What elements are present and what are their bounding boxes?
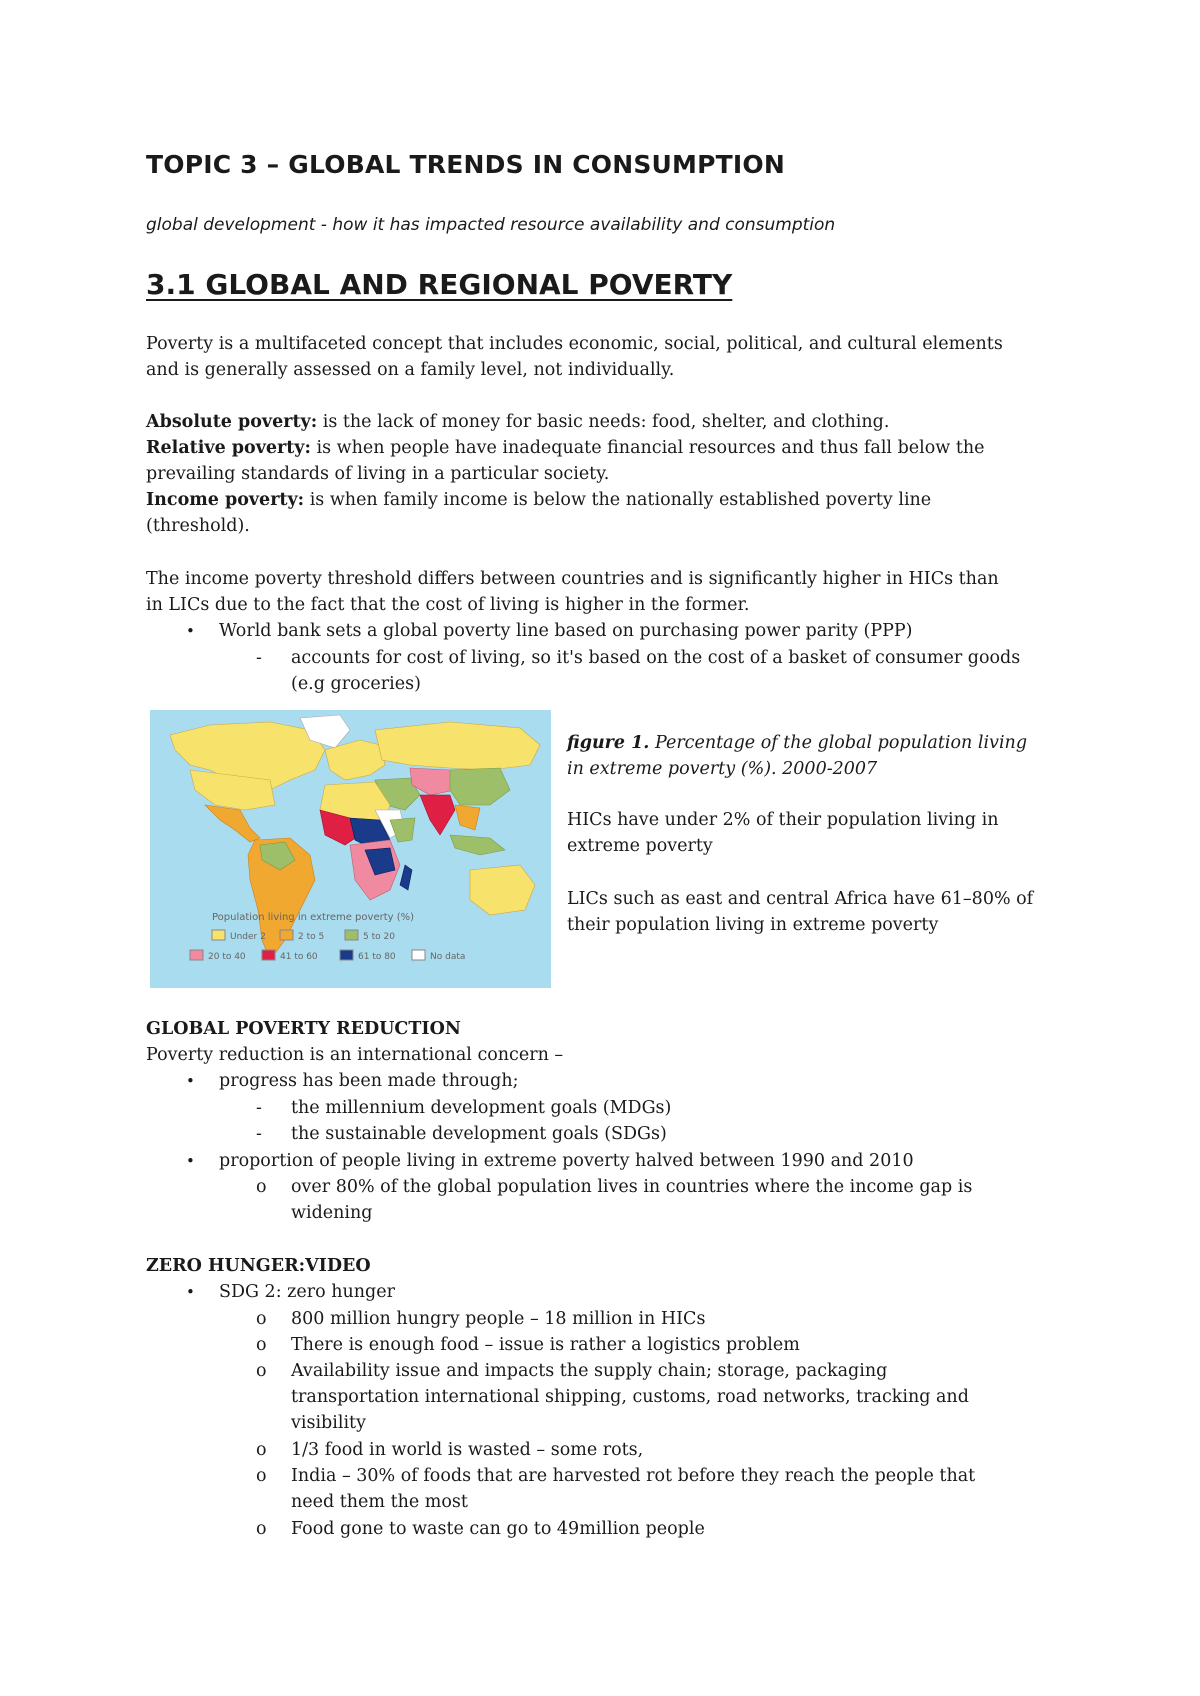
legend-no-data: No data <box>430 952 466 962</box>
income-poverty-term: Income poverty: <box>146 490 305 510</box>
zero-hunger-item: Food gone to waste can go to 49million people <box>291 1519 705 1539</box>
zero-hunger-item-cont: visibility <box>291 1413 366 1433</box>
global-reduction-heading: GLOBAL POVERTY REDUCTION <box>146 1019 461 1039</box>
global-reduction-sub-1: the millennium development goals (MDGs) <box>291 1098 672 1118</box>
figure-note-2-line-2: their population living in extreme poverty <box>567 915 939 935</box>
relative-poverty-term: Relative poverty: <box>146 438 311 458</box>
income-poverty-definition <box>146 487 931 514</box>
relative-poverty-text: is when people have inadequate financial resources and thus fall below the <box>310 438 985 458</box>
threshold-bullet-1: World bank sets a global poverty line based on purchasing power parity (PPP) <box>219 621 913 641</box>
intro-line-2: and is generally assessed on a family level, not individually. <box>146 360 675 380</box>
figure-note-1-line-1: HICs have under 2% of their population living in <box>567 810 999 830</box>
threshold-sub-1-cont: (e.g groceries) <box>291 674 421 694</box>
zero-hunger-item: India – 30% of foods that are harvested rot before they reach the people that <box>291 1466 976 1486</box>
map-legend-title: Population living in extreme poverty (%) <box>212 912 415 923</box>
relative-poverty-text-2: prevailing standards of living in a particular society. <box>146 464 610 484</box>
global-reduction-sub-2: the sustainable development goals (SDGs) <box>291 1124 667 1144</box>
section-heading: 3.1 GLOBAL AND REGIONAL POVERTY <box>146 268 733 301</box>
dash-marker: - <box>256 1124 262 1144</box>
circle-marker: o <box>256 1361 267 1381</box>
legend-5-to-20: 5 to 20 <box>363 932 395 942</box>
zero-hunger-item-cont: transportation international shipping, customs, road networks, tracking and <box>291 1387 969 1407</box>
figure-caption-text: Percentage of the global population living <box>649 733 1028 753</box>
dash-marker: - <box>256 1098 262 1118</box>
global-reduction-sub-3: over 80% of the global population lives in countries where the income gap is <box>291 1177 973 1197</box>
legend-20-to-40: 20 to 40 <box>208 952 246 962</box>
zero-hunger-item: 800 million hungry people – 18 million in HICs <box>291 1309 706 1329</box>
global-reduction-bullet-1: progress has been made through; <box>219 1071 519 1091</box>
legend-2-to-5: 2 to 5 <box>298 932 325 942</box>
circle-marker: o <box>256 1309 267 1329</box>
page-subtitle: global development - how it has impacted resource availability and consumption <box>146 215 836 235</box>
circle-marker: o <box>256 1177 267 1197</box>
circle-marker: o <box>256 1440 267 1460</box>
zero-hunger-heading: ZERO HUNGER:VIDEO <box>146 1256 371 1276</box>
figure-caption-line-1 <box>567 730 1027 756</box>
page-title: TOPIC 3 – GLOBAL TRENDS IN CONSUMPTION <box>146 150 785 179</box>
income-poverty-text-2: (threshold). <box>146 516 250 536</box>
circle-marker: o <box>256 1519 267 1539</box>
global-reduction-sub-3-cont: widening <box>291 1203 373 1223</box>
relative-poverty-definition <box>146 435 984 462</box>
threshold-line-2: in LICs due to the fact that the cost of living is higher in the former. <box>146 595 750 615</box>
zero-hunger-item: Availability issue and impacts the supply chain; storage, packaging <box>291 1361 888 1381</box>
figure-caption-line-2: in extreme poverty (%). 2000-2007 <box>567 759 878 779</box>
absolute-poverty-term: Absolute poverty: <box>146 412 318 432</box>
global-reduction-bullet-2: proportion of people living in extreme poverty halved between 1990 and 2010 <box>219 1151 914 1171</box>
legend-under-2: Under 2 <box>230 932 266 942</box>
circle-marker: o <box>256 1335 267 1355</box>
zero-hunger-item: There is enough food – issue is rather a logistics problem <box>291 1335 800 1355</box>
bullet-marker: • <box>186 1152 195 1170</box>
figure-note-1-line-2: extreme poverty <box>567 836 713 856</box>
zero-hunger-bullet-1: SDG 2: zero hunger <box>219 1282 395 1302</box>
world-poverty-map <box>150 710 551 988</box>
zero-hunger-item: 1/3 food in world is wasted – some rots, <box>291 1440 644 1460</box>
absolute-poverty-definition <box>146 409 889 436</box>
legend-41-to-60: 41 to 60 <box>280 952 318 962</box>
absolute-poverty-text: is the lack of money for basic needs: food, shelter, and clothing. <box>317 412 890 432</box>
intro-line-1: Poverty is a multifaceted concept that includes economic, social, political, and cultural elements <box>146 334 1003 354</box>
legend-61-to-80: 61 to 80 <box>358 952 396 962</box>
map-graphic <box>150 710 551 988</box>
zero-hunger-item-cont: need them the most <box>291 1492 468 1512</box>
circle-marker: o <box>256 1466 267 1486</box>
threshold-line-1: The income poverty threshold differs between countries and is significantly higher in HICs than <box>146 569 999 589</box>
bullet-marker: • <box>186 622 195 640</box>
income-poverty-text: is when family income is below the nationally established poverty line <box>304 490 932 510</box>
figure-note-2-line-1: LICs such as east and central Africa have 61–80% of <box>567 889 1034 909</box>
threshold-sub-1: accounts for cost of living, so it's based on the cost of a basket of consumer goods <box>291 648 1021 668</box>
figure-label: figure 1. <box>567 733 650 753</box>
bullet-marker: • <box>186 1283 195 1301</box>
dash-marker: - <box>256 648 262 668</box>
bullet-marker: • <box>186 1072 195 1090</box>
global-reduction-intro: Poverty reduction is an international concern – <box>146 1045 564 1065</box>
